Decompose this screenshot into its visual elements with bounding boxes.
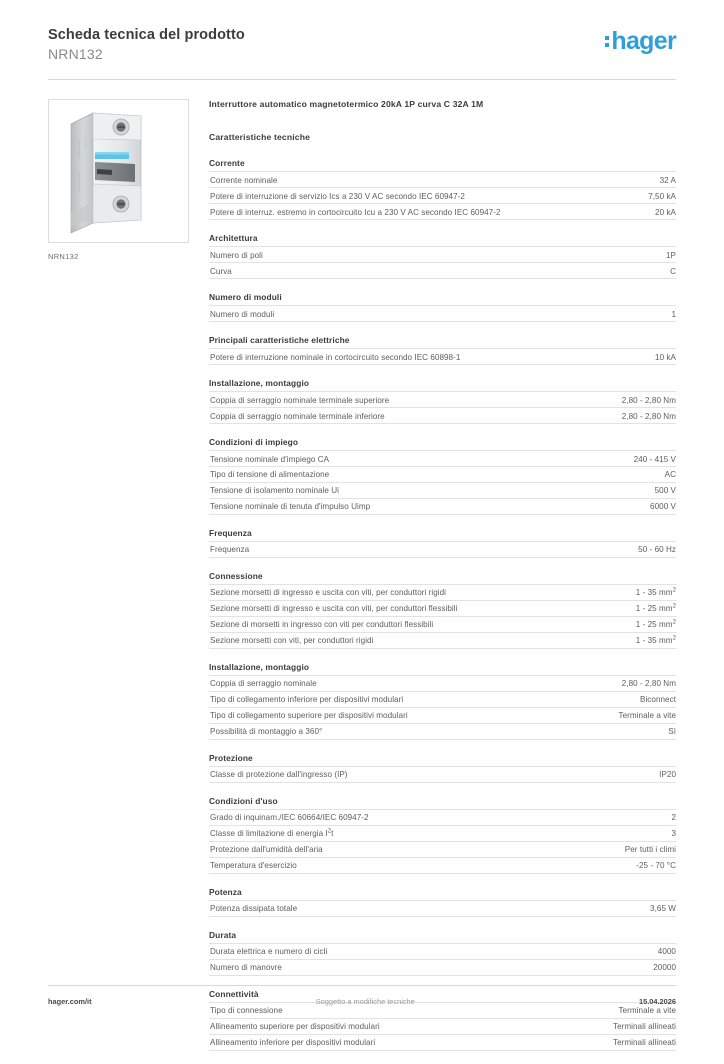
- spec-row-label: Corrente nominale: [210, 175, 278, 185]
- spec-row: [209, 707, 676, 723]
- spec-group: [209, 796, 676, 874]
- page-subtitle: NRN132: [48, 45, 103, 62]
- spec-row: [209, 943, 676, 959]
- footer-date: 15.04.2026: [638, 997, 676, 1006]
- spec-row-label: Tipo di collegamento inferiore per dispositivi modulari: [210, 695, 404, 705]
- spec-row-label: Potenza dissipata totale: [210, 904, 298, 914]
- spec-row-label: Curva: [210, 266, 232, 276]
- spec-row-label: Tipo di tensione di alimentazione: [210, 470, 330, 480]
- spec-group: [209, 528, 676, 558]
- logo-colon-icon: [605, 36, 609, 47]
- spec-row-value: 1P: [666, 250, 676, 260]
- spec-group: [209, 930, 676, 976]
- spec-row-value: Per tutti i climi: [624, 845, 676, 855]
- page-body: [48, 80, 676, 1063]
- spec-row-value: Terminali allineati: [612, 1038, 676, 1048]
- spec-row: [209, 498, 676, 515]
- spec-row: [209, 691, 676, 707]
- spec-row-label: Sezione morsetti di ingresso e uscita con viti, per conduttori rigidi: [210, 588, 447, 598]
- spec-group: [209, 662, 676, 740]
- spec-row-label: Classe di limitazione di energia $I^2t$: [210, 828, 334, 839]
- spec-row-label: Coppia di serraggio nominale terminale superiore: [210, 395, 390, 405]
- spec-row-label: Tipo di connessione: [210, 1006, 283, 1016]
- page-footer: [48, 985, 676, 1006]
- spec-row: [209, 305, 676, 322]
- spec-row-label: Tensione nominale d'impiego CA: [210, 454, 330, 464]
- spec-row: [209, 450, 676, 466]
- spec-row: [209, 600, 676, 616]
- spec-row-label: Potere di interruzione nominale in cortocircuito secondo IEC 60898-1: [210, 352, 461, 362]
- spec-row-label: Tensione di isolamento nominale Ui: [210, 486, 340, 496]
- logo-wordmark: hager: [611, 27, 676, 55]
- spec-row: [209, 541, 676, 558]
- spec-row-value: 3,65 W: [650, 904, 676, 914]
- spec-row-label: Temperatura d'esercizio: [210, 861, 297, 871]
- spec-row-value: 20000: [653, 963, 676, 973]
- spec-group-title: Connettività: [209, 988, 259, 999]
- spec-group: [209, 292, 676, 322]
- spec-group: [209, 437, 676, 515]
- product-image-caption: NRN132: [48, 252, 79, 262]
- spec-row-label: Grado di inquinam./IEC 60664/IEC 60947-2: [210, 813, 369, 823]
- spec-row-value: 1: [671, 309, 676, 319]
- spec-group-title: Numero di moduli: [209, 292, 282, 303]
- spec-group-title: Protezione: [209, 753, 253, 764]
- spec-row-value: 50 - 60 Hz: [638, 545, 676, 555]
- page-title: Scheda tecnica del prodotto: [48, 27, 245, 43]
- page-header: [48, 0, 676, 63]
- spec-row-label: Coppia di serraggio nominale: [210, 679, 317, 689]
- spec-row-value: 4000: [657, 947, 676, 957]
- spec-group: [209, 571, 676, 649]
- spec-group: [209, 887, 676, 917]
- spec-row-label: Sezione morsetti di ingresso e uscita con viti, per conduttori flessibili: [210, 604, 458, 614]
- spec-group-title: Architettura: [209, 233, 258, 244]
- spec-row-value: AC: [664, 470, 676, 480]
- spec-row: [209, 348, 676, 365]
- spec-row: [209, 482, 676, 498]
- spec-row-value: Terminale a vite: [618, 711, 676, 721]
- spec-row-label: Durata elettrica e numero di cicli: [210, 947, 328, 957]
- spec-row: [209, 466, 676, 482]
- spec-group-title: Potenza: [209, 887, 242, 898]
- spec-row-label: Allineamento superiore per dispositivi modulari: [210, 1022, 380, 1032]
- spec-group: [209, 378, 676, 424]
- product-image-column: [48, 99, 196, 261]
- spec-row-label: Frequenza: [210, 545, 250, 555]
- spec-group: [209, 753, 676, 783]
- spec-row-value: -25 - 70 °C: [636, 861, 676, 871]
- spec-row: [209, 825, 676, 841]
- spec-group: [209, 233, 676, 279]
- spec-row-label: Sezione morsetti con viti, per conduttori rigidi: [210, 636, 374, 646]
- spec-row-value: 10 kA: [655, 352, 676, 362]
- spec-group-title: Condizioni d'uso: [209, 796, 278, 807]
- spec-row-value: Terminali allineati: [612, 1022, 676, 1032]
- circuit-breaker-illustration: [49, 100, 188, 242]
- footer-disclaimer: Soggetto a modifiche tecniche: [315, 997, 415, 1006]
- spec-row: [209, 766, 676, 783]
- spec-row-label: Protezione dall'umidità dell'aria: [210, 845, 323, 855]
- spec-row: [209, 900, 676, 917]
- spec-row: [209, 187, 676, 203]
- spec-row-value: 2,80 - 2,80 Nm: [621, 395, 676, 405]
- spec-group-title: Installazione, montaggio: [209, 378, 310, 389]
- spec-row: [209, 203, 676, 220]
- spec-row: [209, 391, 676, 407]
- spec-group-title: Connessione: [209, 571, 263, 582]
- spec-row-label: Allineamento inferiore per dispositivi modulari: [210, 1038, 376, 1048]
- spec-row: [209, 407, 676, 424]
- spec-row: [209, 675, 676, 691]
- product-image-frame: [48, 99, 189, 243]
- spec-group-title: Corrente: [209, 158, 245, 169]
- spec-group-title: Principali caratteristiche elettriche: [209, 335, 350, 346]
- spec-row-label: Tipo di collegamento superiore per dispositivi modulari: [210, 711, 408, 721]
- hager-logo: [605, 26, 676, 54]
- spec-row-label: Coppia di serraggio nominale terminale inferiore: [210, 411, 385, 421]
- spec-row: [209, 857, 676, 874]
- spec-row-value: 2: [671, 813, 676, 823]
- footer-content: [48, 986, 676, 1006]
- spec-group: [209, 335, 676, 365]
- spec-row: [209, 959, 676, 976]
- spec-row-value: 500 V: [654, 486, 676, 496]
- spec-row-value: 2,80 - 2,80 Nm: [621, 411, 676, 421]
- spec-row-value: 2,80 - 2,80 Nm: [621, 679, 676, 689]
- spec-row: [209, 171, 676, 187]
- spec-row: [209, 809, 676, 825]
- spec-row: [209, 262, 676, 279]
- spec-row-value: 1 - 25 $mm^2$: [635, 619, 676, 630]
- spec-group: [209, 158, 676, 220]
- spec-section-title: Caratteristiche tecniche: [209, 132, 311, 143]
- spec-group-title: Installazione, montaggio: [209, 662, 310, 673]
- spec-row-label: Numero di manovre: [210, 963, 282, 973]
- spec-groups: [209, 158, 676, 1050]
- spec-row-value: 7,50 kA: [648, 191, 676, 201]
- spec-row-value: 3: [671, 829, 676, 839]
- header-titles: [48, 26, 245, 63]
- spec-row-value: 1 - 35 $mm^2$: [635, 587, 676, 598]
- spec-row: [209, 841, 676, 857]
- spec-row-value: 6000 V: [650, 502, 676, 512]
- spec-row-label: Numero di moduli: [210, 309, 275, 319]
- spec-row-label: Classe di protezione dall'ingresso (IP): [210, 770, 348, 780]
- product-heading: Interruttore automatico magnetotermico 20kA 1P curva C 32A 1M: [209, 99, 484, 110]
- spec-row-value: C: [670, 266, 676, 276]
- spec-group-title: Condizioni di impiego: [209, 437, 299, 448]
- spec-row: [209, 632, 676, 649]
- spec-row-value: 1 - 25 $mm^2$: [635, 603, 676, 614]
- spec-row: [209, 584, 676, 600]
- spec-row: [209, 1018, 676, 1034]
- spec-row-value: Sì: [668, 727, 676, 737]
- spec-row-value: 1 - 35 $mm^2$: [635, 635, 676, 646]
- spec-row-label: Tensione nominale di tenuta d'impulso Uimp: [210, 502, 371, 512]
- spec-row: [209, 246, 676, 262]
- spec-row-value: Biconnect: [640, 695, 676, 705]
- spec-row-value: IP20: [659, 770, 676, 780]
- spec-row: [209, 723, 676, 740]
- spec-row-value: Terminale a vite: [618, 1006, 676, 1016]
- spec-group-title: Frequenza: [209, 528, 252, 539]
- spec-row-label: Sezione di morsetti in ingresso con viti per conduttori flessibili: [210, 620, 434, 630]
- spec-row: [209, 616, 676, 632]
- footer-website-link[interactable]: hager.com/it: [48, 997, 92, 1006]
- spec-row-value: 20 kA: [655, 207, 676, 217]
- spec-group-title: Durata: [209, 930, 237, 941]
- spec-row-label: Potere di interruz. estremo in cortocircuito Icu a 230 V AC secondo IEC 60947-2: [210, 207, 501, 217]
- spec-row: [209, 1034, 676, 1051]
- spec-row-label: Numero di poli: [210, 250, 263, 260]
- spec-row-label: Potere di interruzione di servizio Ics a 230 V AC secondo IEC 60947-2: [210, 191, 465, 201]
- spec-row-label: Possibilità di montaggio a 360°: [210, 727, 323, 737]
- spec-row-value: 32 A: [659, 175, 676, 185]
- spec-row-value: 240 - 415 V: [633, 454, 676, 464]
- specification-column: [196, 99, 676, 1063]
